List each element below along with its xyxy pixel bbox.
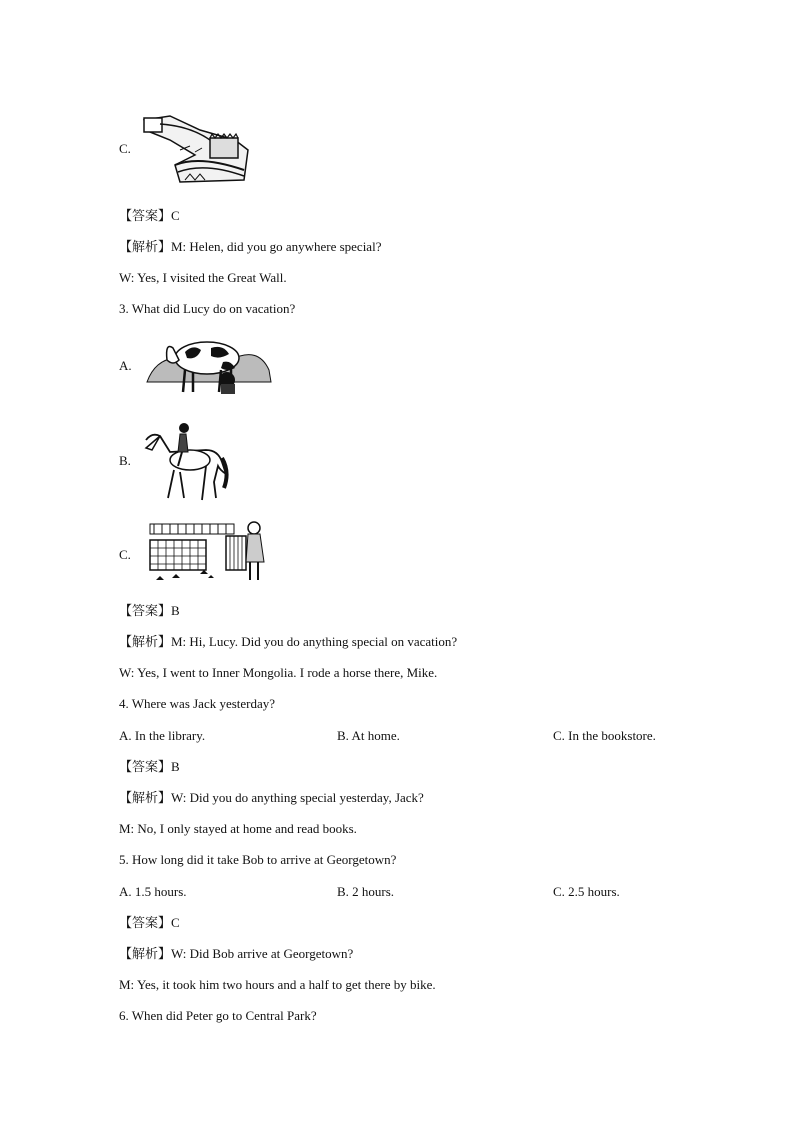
cow-picture <box>145 330 273 398</box>
q5-option-b: B. 2 hours. <box>337 884 395 899</box>
q5-option-c: C. 2.5 hours. <box>553 884 620 899</box>
q3-option-a-label: A. <box>119 358 132 373</box>
farm-picture <box>148 518 276 590</box>
q2-answer: 【答案】C <box>119 208 180 223</box>
q4-option-b: B. At home. <box>337 728 400 743</box>
q5-question: 5. How long did it take Bob to arrive at Georgetown? <box>119 852 397 867</box>
q2-option-c-label: C. <box>119 141 131 156</box>
q5-option-a: A. 1.5 hours. <box>119 884 187 899</box>
q3-question: 3. What did Lucy do on vacation? <box>119 301 296 316</box>
q5-analysis: 【解析】W: Did Bob arrive at Georgetown? <box>119 946 354 961</box>
q4-analysis: 【解析】W: Did you do anything special yesterday, Jack? <box>119 790 424 805</box>
q5-answer: 【答案】C <box>119 915 180 930</box>
q5-reply: M: Yes, it took him two hours and a half to get there by bike. <box>119 977 436 992</box>
q4-answer: 【答案】B <box>119 759 180 774</box>
great-wall-picture <box>140 110 250 185</box>
q2-reply: W: Yes, I visited the Great Wall. <box>119 270 287 285</box>
q4-option-c: C. In the bookstore. <box>553 728 656 743</box>
q2-analysis: 【解析】M: Helen, did you go anywhere special? <box>119 239 382 254</box>
q6-question: 6. When did Peter go to Central Park? <box>119 1008 317 1023</box>
q4-option-a: A. In the library. <box>119 728 206 743</box>
q3-option-b-label: B. <box>119 453 131 468</box>
horse-riding-picture <box>140 422 230 502</box>
q4-reply: M: No, I only stayed at home and read books. <box>119 821 357 836</box>
q3-answer: 【答案】B <box>119 603 180 618</box>
q3-analysis: 【解析】M: Hi, Lucy. Did you do anything special on vacation? <box>119 634 458 649</box>
q3-option-c-label: C. <box>119 547 131 562</box>
q3-reply: W: Yes, I went to Inner Mongolia. I rode a horse there, Mike. <box>119 665 438 680</box>
q4-question: 4. Where was Jack yesterday? <box>119 696 276 711</box>
